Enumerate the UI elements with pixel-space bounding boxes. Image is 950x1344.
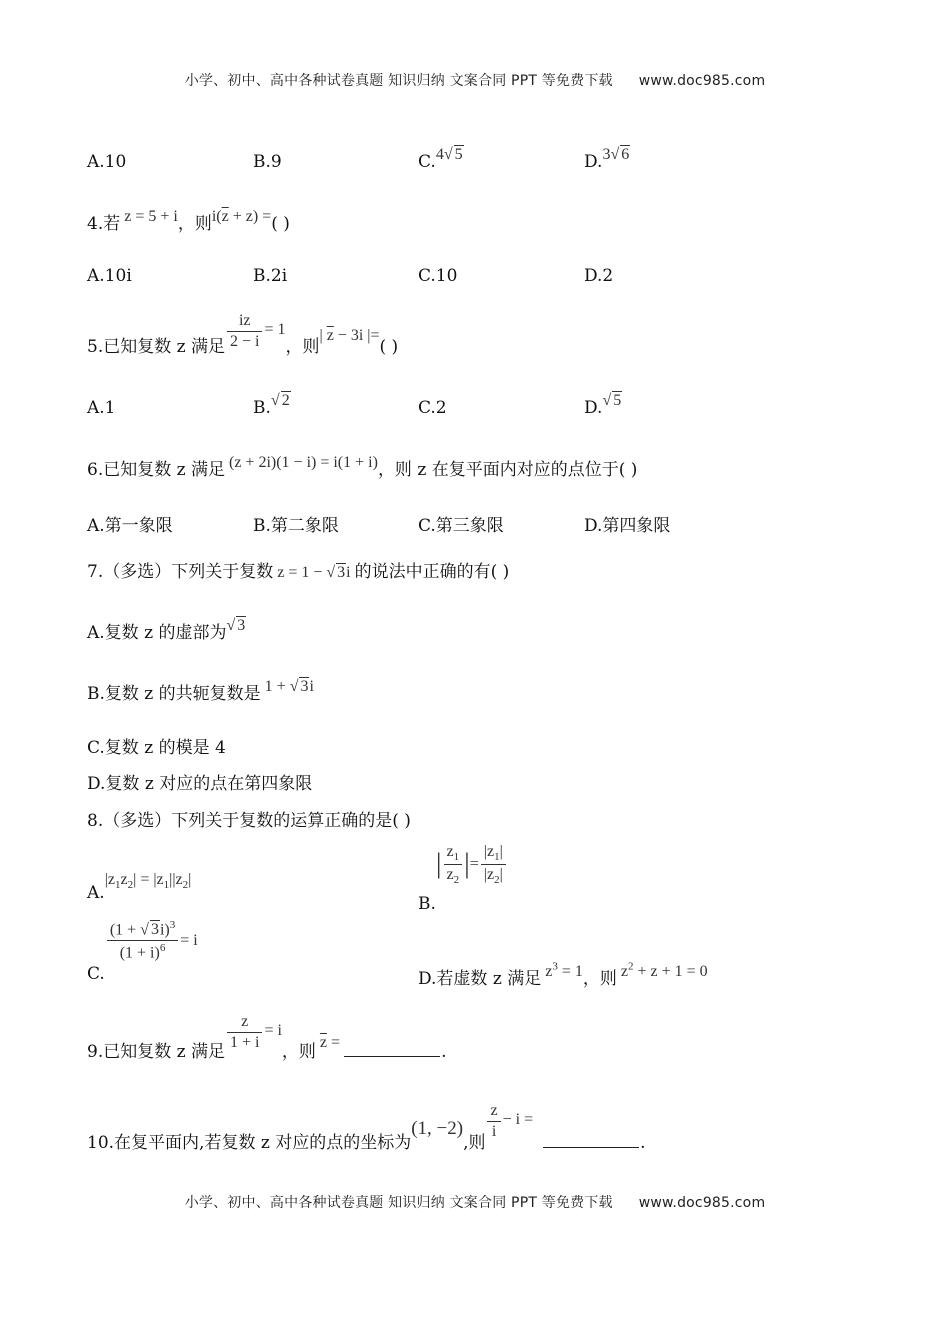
page-header (0, 70, 950, 90)
q8-option-a: $A.|z_1z_2| = |z_1||z_2|$ (87, 871, 192, 903)
q7-option-d: D.复数 z 对应的点在第四象限 (87, 774, 313, 794)
q4-option-b: B.2i (253, 266, 288, 286)
q3-option-c: C.4√ 5 (418, 146, 463, 172)
header-url: www.doc985.com (638, 73, 766, 89)
q3-option-b: B.9 (253, 152, 282, 172)
q5-stem: 5.已知复数 z 满足 $\frac{iz}{2 - i}$ = 1，则| $\overline{z} - 3i$ |=( ) (87, 312, 399, 357)
q6-option-d: D.第四象限 (584, 516, 671, 536)
q3-option-d: D.3√ 6 (584, 146, 630, 172)
q10-answer-blank[interactable] (543, 1147, 639, 1148)
q5-option-c: C.2 (418, 398, 447, 418)
page-footer (0, 1192, 950, 1212)
q10-stem: 10.在复平面内,若复数 z 对应的点的坐标为(1, −2),则 $\frac{z}{i}$ − i =. (87, 1102, 646, 1153)
q8-stem: 8.（多选）下列关于复数的运算正确的是( ) (87, 811, 411, 831)
q3-options (0, 146, 950, 192)
q4-options (0, 266, 950, 306)
q6-options (0, 511, 950, 551)
q5-option-b: B.√ 2 (253, 392, 290, 418)
q6-option-c: C.第三象限 (418, 516, 504, 536)
q8-option-b: B.| $\frac{z_1}{z_2}$ |= $\frac{|z_1|}{|z_2|}$ (418, 843, 508, 886)
footer-text: 小学、初中、高中各种试卷真题 知识归纳 文案合同 PPT 等免费下载 (184, 1195, 613, 1211)
q9-stem: 9.已知复数 z 满足 $\frac{z}{1 + i}$ = i，则 $\overline{z}$ = . (87, 1013, 447, 1062)
q7-option-b: B.复数 z 的共轭复数是 1 + √ 3i (87, 678, 314, 704)
q7-option-a: A.复数 z 的虚部为√ 3 (87, 617, 246, 643)
footer-url: www.doc985.com (638, 1195, 766, 1211)
q6-option-a: A.第一象限 (87, 516, 173, 536)
q8-option-d: D.若虚数 z 满足 $z^3 = 1$，则 $z^2 + z + 1 = 0$ (418, 960, 708, 989)
q4-stem: 4.若 z = 5 + i，则$i(\overline{z} + z)$ =( ) (87, 208, 290, 234)
q5-option-a: A.1 (87, 398, 116, 418)
q8-option-c: C. $\frac{(1 + √ 3i)^3}{(1 + i)^6}$ = i (87, 919, 198, 985)
header-text: 小学、初中、高中各种试卷真题 知识归纳 文案合同 PPT 等免费下载 (184, 73, 613, 89)
q5-options (0, 392, 950, 438)
q7-stem: 7.（多选）下列关于复数 z = 1 − √ 3i 的说法中正确的有( ) (87, 562, 510, 582)
q4-option-a: A.10i (87, 266, 132, 286)
q6-option-b: B.第二象限 (253, 516, 339, 536)
q6-stem: 6.已知复数 z 满足 (z + 2i)(1 − i) = i(1 + i)，则 z 在复平面内对应的点位于( ) (87, 454, 638, 480)
q3-option-a: A.10 (87, 152, 127, 172)
q7-option-c: C.复数 z 的模是 4 (87, 738, 226, 758)
q5-option-d: D.√ 5 (584, 392, 622, 418)
q9-answer-blank[interactable] (344, 1056, 440, 1057)
q4-option-d: D.2 (584, 266, 614, 286)
q4-option-c: C.10 (418, 266, 458, 286)
